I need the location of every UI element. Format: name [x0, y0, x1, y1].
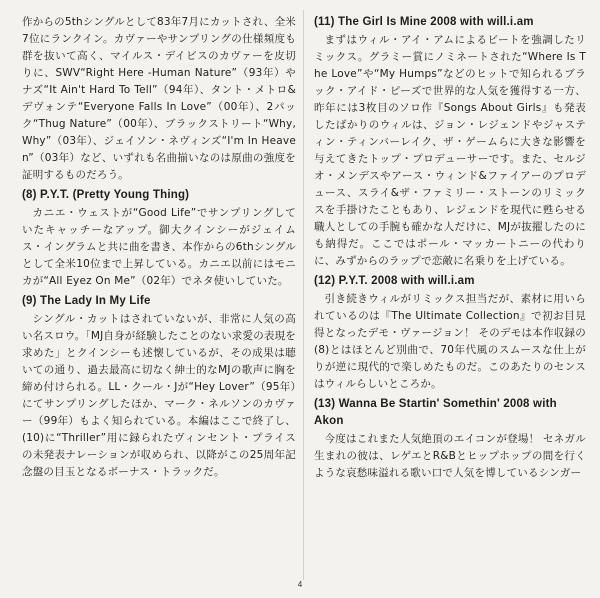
left-column: [22, 14, 296, 481]
section-9-body: シングル・カットはされていないが、非常に人気の高い名スロウ。「MJ自身が経験したことのない求愛の表現を求めた」とクインシーも述懐しているが、その成果は聴いての通り、過去最高に切なく紳士的なMJの歌声に胸を締め付けられる。LL・クール・Jが“Hey Lover”（95年）にてサンプリングしたほか、マーク・ネルソンのカヴァー（99年）もよく知られている。本編はここで終了し、(10)に“Thriller”用に録られたヴィンセント・プライスの未発表ナレーションが収められ、以降がこの25周年記念盤の目玉となるボーナス・トラックだ。: [22, 313, 296, 478]
page-number: 4: [297, 580, 303, 589]
section-8-title: (8) P.Y.T. (Pretty Young Thing): [22, 189, 190, 201]
intro-paragraph: 作からの5thシングルとして83年7月にカットされ、全米7位にランクイン。カヴァーやサンプリングの仕様頻度も群を抜いて高く、マイルス・デイビスのカヴァーを皮切りに、SWV“Right Here -Human Nature”（93年）やナズ“It Ain't Hard To Tell”（94年）、タント・メトロ&デヴォンテ“Everyone Falls In Love”（00年）、2パック“Thug Nature”（00年）、ブラックストリート“Why, Why”（03年）、ジェイソン・ネヴィンズ“I'm In Heaven”（03年）など、いずれも名曲揃いなのは原曲の強度を証明するものだろう。: [22, 16, 296, 181]
section-12-body: 引き続きウィルがリミックス担当だが、素材に用いられているのは『The Ultimate Collection』で初お目見得となったデモ・ヴァージョン！ そのデモは本作収録の(8)とはほとんど別曲で、70年代風のスムースな仕上がりが逆に現代的で楽しめたものだ。このあたりのセンスはウィルらしいところか。: [314, 293, 586, 390]
section-9-title: (9) The Lady In My Life: [22, 295, 151, 307]
section-13-title: (13) Wanna Be Startin' Somethin' 2008 with Akon: [314, 398, 557, 427]
section-11-body: まずはウィル・アイ・アムによるビートを強調したリミックス。グラミー賞にノミネートされた“Where Is The Love”や“My Humps”などのヒットで知られるブラック・アイド・ピーズで世界的な人気を獲得する一方、昨年には3枚目のソロ作『Songs About Girls』も発表したばかりのウィルは、ジョン・レジェンドやジャスティン・ティンバーレイク、ザ・ゲームらに大きな影響を与えてきたトップ・プロデューサーです。また、セルジオ・メンデスやアース・ウィンド&ファイアーのプロデュース、スライ&ザ・ファミリー・ストーンのリミックスを手掛けたこともあり、レジェンドを現代に甦らせる職人としての手腕も確かな人だけに、MJが抜擢したのにも納得だ。ここではポール・マッカートニーの代わりに、みずからのラップで恋敵に名乗りを上げている。: [314, 34, 586, 267]
section-12-title: (12) P.Y.T. 2008 with will.i.am: [314, 275, 475, 287]
column-divider: [303, 10, 304, 580]
right-column: [314, 14, 586, 482]
section-13-body: 今度はこれまた人気絶頂のエイコンが登場！ セネガル生まれの彼は、レゲエとR&Bとヒップホップの間を行くような哀愁味溢れる歌い口で人気を博しているシンガー: [314, 433, 586, 479]
section-8-body: カニエ・ウェストが“Good Life”でサンプリングしていたキャッチーなアップ。御大クインシーがジェイムス・イングラムと共に曲を書き、本作からの6thシングルとして全米10位まで上昇している。カニエ以前にはモニカが“All Eyez On Me”（02年）でネタ使いしていた。: [22, 207, 296, 287]
section-11-title: (11) The Girl Is Mine 2008 with will.i.am: [314, 16, 534, 28]
